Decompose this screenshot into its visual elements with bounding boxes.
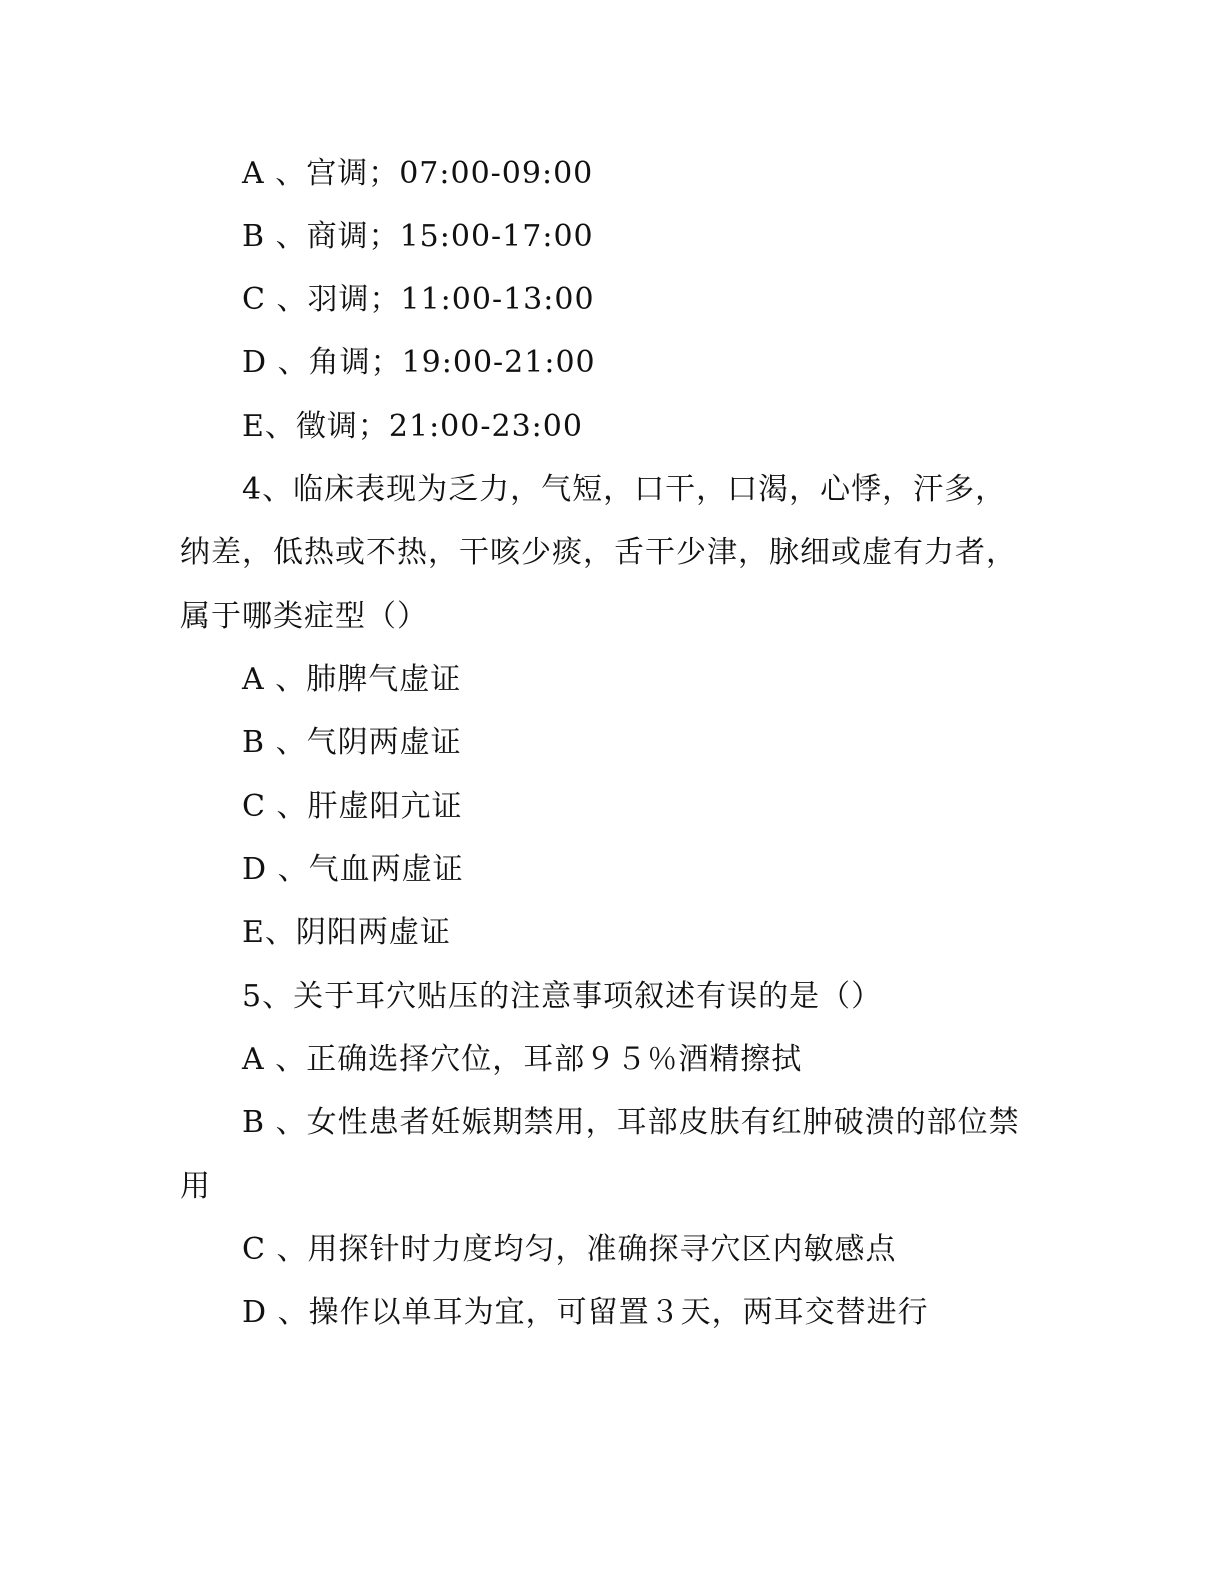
q3-option-e: E、徵调；21:00-23:00	[242, 409, 583, 444]
q5-stem: 5、关于耳穴贴压的注意事项叙述有误的是（）	[242, 979, 883, 1014]
q5-option-c: C 、用探针时力度均匀，准确探寻穴区内敏感点	[242, 1232, 897, 1267]
q4-stem-line-1: 4、临床表现为乏力，气短，口干，口渴，心悸，汗多，	[242, 472, 1007, 507]
q3-option-b: B 、商调；15:00-17:00	[242, 219, 594, 254]
q5-option-b-line-2: 用	[180, 1169, 211, 1204]
q4-option-d: D 、气血两虚证	[242, 852, 464, 887]
q3-option-c: C 、羽调；11:00-13:00	[242, 282, 595, 317]
q5-option-b-line-1: B 、女性患者妊娠期禁用，耳部皮肤有红肿破溃的部位禁	[242, 1105, 1020, 1140]
q4-stem-line-2: 纳差，低热或不热，干咳少痰，舌干少津，脉细或虚有力者，	[180, 535, 1017, 570]
q5-option-a: A 、正确选择穴位，耳部９５％酒精擦拭	[242, 1042, 803, 1077]
q4-option-c: C 、肝虚阳亢证	[242, 789, 463, 824]
q4-stem-line-3: 属于哪类症型（）	[180, 599, 428, 634]
q4-option-e: E、阴阳两虚证	[242, 915, 451, 950]
q3-option-a: A 、宫调；07:00-09:00	[242, 156, 594, 191]
q5-option-d: D 、操作以单耳为宜，可留置３天，两耳交替进行	[242, 1295, 929, 1330]
q4-option-a: A 、肺脾气虚证	[242, 662, 462, 697]
q3-option-d: D 、角调；19:00-21:00	[242, 345, 596, 380]
q4-option-b: B 、气阴两虚证	[242, 725, 462, 760]
